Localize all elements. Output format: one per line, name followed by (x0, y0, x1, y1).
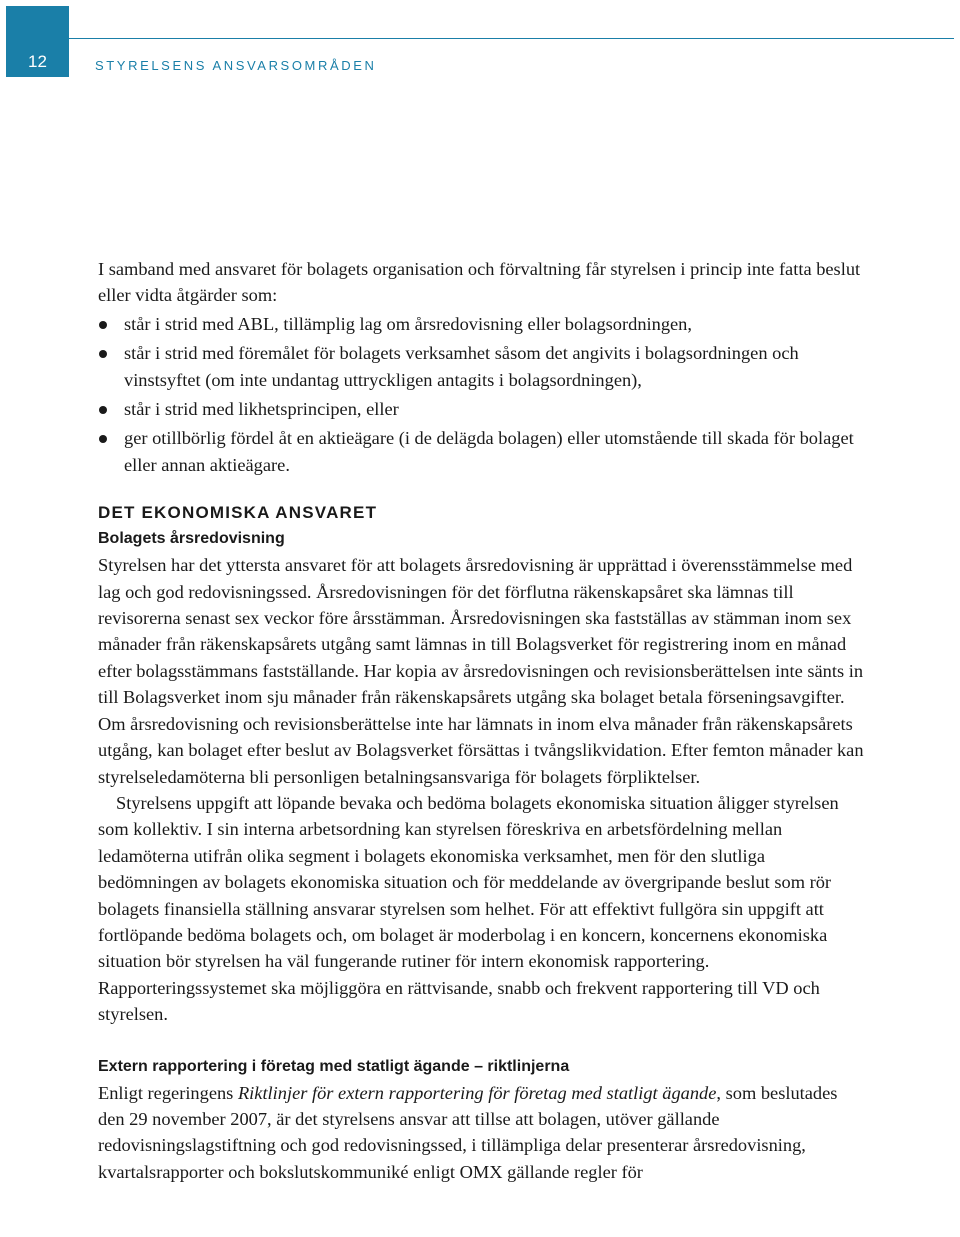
list-item (98, 425, 868, 478)
list-item-text: ger otillbörlig fördel åt en aktieägare (i de delägda bolagen) eller utomstående till skada för bolaget eller annan aktieägare. (124, 428, 854, 475)
section-heading: DET EKONOMISKA ANSVARET (98, 503, 378, 523)
list-item (98, 340, 868, 393)
list-item-text: står i strid med föremålet för bolagets verksamhet såsom det angivits i bolagsordningen och vinstsyftet (om inte undantag uttryckligen antagits i bolagsordningen), (124, 343, 799, 390)
body-paragraph: Styrelsens uppgift att löpande bevaka och bedöma bolagets ekonomiska situation åligger styrelsen som kollektiv. I sin interna arbetsordning kan styrelsen föreskriva en arbetsfördelning mellan ledamöterna utifrån olika segment i bolagets ekonomiska verksamhet, men för den slutliga bedömningen av bolagets ekonomiska situation och för meddelande av övergripande beslut som rör bolagets finansiella ställning ansvarar styrelsen som helhet. För att effektivt fullgöra sin uppgift att fortlöpande bedöma bolagets och, om bolaget är moderbolag i en koncern, koncernens ekonomiska situation bör styrelsen ha väl fungerande rutiner för intern ekonomisk rapportering. Rapporteringssystemet ska möjliggöra en rättvisande, snabb och frekvent rapportering till VD och styrelsen. (98, 792, 839, 1025)
list-item-text: står i strid med ABL, tillämplig lag om årsredovisning eller bolagsordningen, (124, 313, 692, 334)
bullet-icon (99, 350, 107, 358)
page-number: 12 (28, 52, 47, 71)
body-text: Enligt regeringens (98, 1082, 238, 1103)
subsection-heading: Extern rapportering i företag med statligt ägande – riktlinjerna (98, 1057, 570, 1075)
subsection-heading: Bolagets årsredovisning (98, 530, 285, 548)
bullet-icon (99, 435, 107, 443)
body-paragraph (98, 1080, 868, 1186)
bullet-list (98, 311, 868, 478)
body-paragraph: Styrelsen har det yttersta ansvaret för att bolagets årsredovisning är upprättad i överensstämmelse med lag och god redovisningssed. Årsredovisningen för det förflutna räkenskapsåret ska lämnas till revisorerna senast sex veckor före årsstämman. Årsredovisningen ska fastställas av stämman inom sex månader från räkenskapsårets utgång samt lämnas in till Bolagsverket för registrering inom en månad efter bolagsstämmans fastställande. Har kopia av årsredovisningen och revisionsberättelsen inte sänts in till Bolagsverket inom sju månader från räkenskapsårets utgång ska bolaget betala förseningsavgifter. Om årsredovisning och revisionsberättelse inte har lämnats in inom elva månader från räkenskapsårets utgång, kan bolaget efter beslut av Bolagsverket försättas i tvångslikvidation. Efter femton månader kan styrelseledamöterna bli personligen betalningsansvariga för bolagets förpliktelser. (98, 555, 864, 787)
header-rule (69, 38, 954, 39)
body-text: , som beslutades den 29 november 2007, är det styrelsens ansvar att tillse att bolagen, utöver gällande redovisningslagstiftning och god redovisningssed, i tillämpliga delar presenterar årsredovisning, kvartalsrapporter och bokslutskommuniké enligt OMX gällande regler för (98, 1082, 838, 1182)
main-content (98, 256, 868, 1185)
list-item (98, 396, 868, 422)
intro-paragraph: I samband med ansvaret för bolagets organisation och förvaltning får styrelsen i princip inte fatta beslut eller vidta åtgärder som: (98, 259, 861, 306)
guideline-title: Riktlinjer för extern rapportering för företag med statligt ägande (237, 1082, 717, 1103)
running-header-title: STYRELSENS ANSVARSOMRÅDEN (95, 58, 377, 73)
list-item (98, 311, 868, 337)
bullet-icon (99, 406, 107, 414)
bullet-icon (99, 321, 107, 329)
list-item-text: står i strid med likhetsprincipen, eller (124, 399, 399, 420)
